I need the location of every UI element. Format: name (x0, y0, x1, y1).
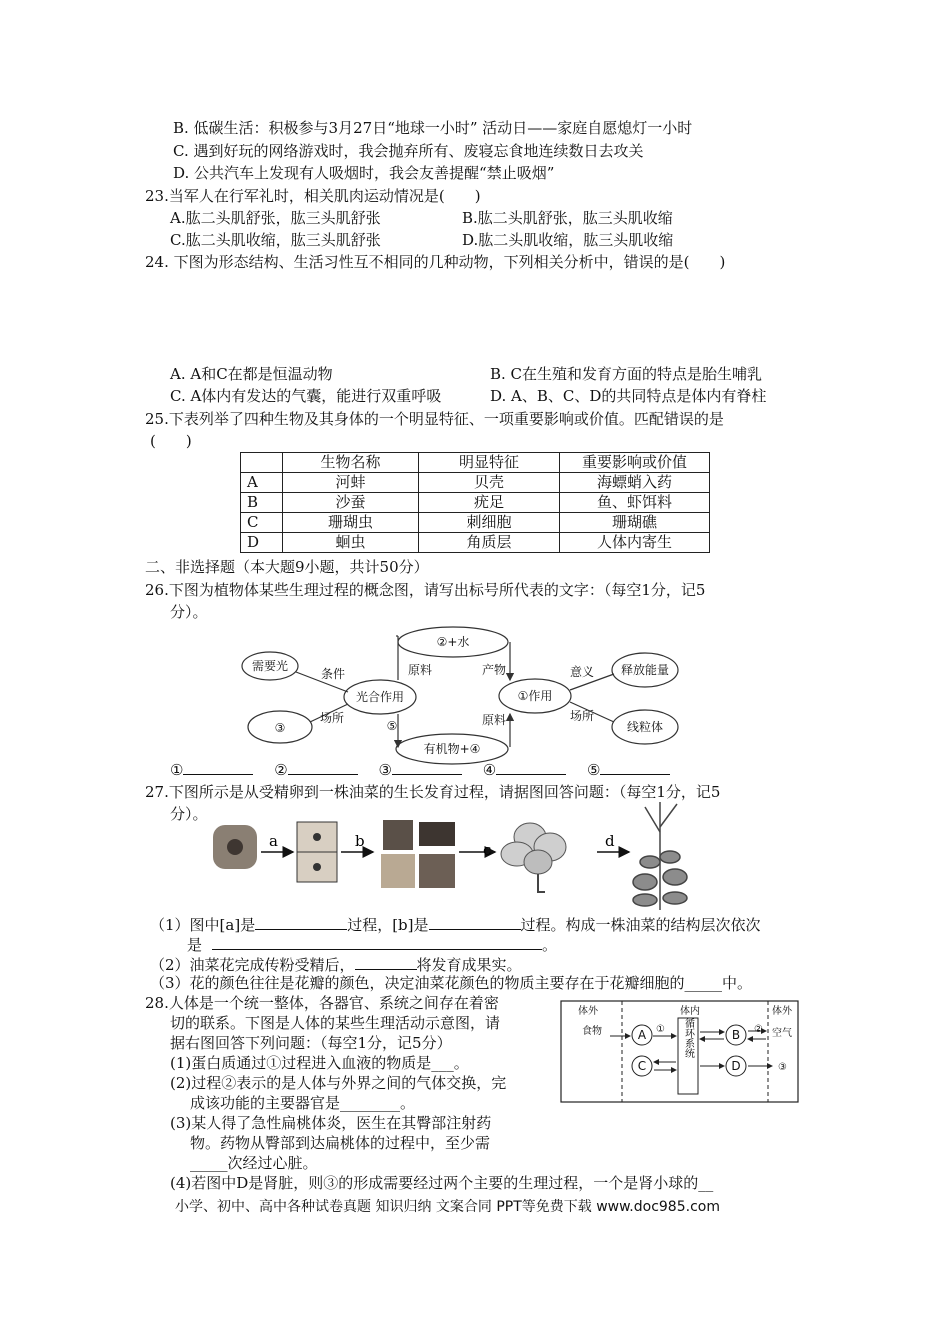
fertilized-egg-image (213, 825, 257, 869)
q22-option-d: D. 公共汽车上发现有人吸烟时，我会友善提醒“禁止吸烟” (173, 164, 555, 182)
raw-material-label-1: 原料 (407, 663, 433, 677)
q27-part1-text: 是 (187, 936, 203, 954)
q23-option-b: B.肱二头肌舒张，肱三头肌收缩 (462, 209, 673, 227)
section-2-heading: 二、非选择题（本大题9小题，共计50分） (145, 558, 429, 576)
q24-option-b: B. C在生殖和发育方面的特点是胎生哺乳 (490, 365, 763, 383)
q27-part2-text: 将发育成果实。 (416, 956, 522, 974)
q23-stem: 23.当军人在行军礼时，相关肌肉运动情况是( ) (145, 187, 481, 205)
q27-part1-text: 过程。构成一株油菜的结构层次依次 (520, 916, 761, 934)
blank-label: ④ (482, 761, 497, 779)
table-cell: 蛔虫 (283, 533, 419, 553)
q27-part3: （3）花的颜色往往是花瓣的颜色，决定油菜花颜色的物质主要存在于花瓣细胞的_____中。 (150, 974, 753, 992)
table-header-cell: 重要影响或价值 (560, 453, 710, 473)
q27-part2 (150, 953, 522, 975)
q27-stem: 27.下图所示是从受精卵到一株油菜的生长发育过程，请据图回答问题：（每空1分，记5 (145, 783, 721, 801)
q26-concept-diagram (230, 622, 730, 767)
page-footer: 小学、初中、高中各种试卷真题 知识归纳 文案合同 PPT等免费下载 www.doc985.com (175, 1199, 720, 1215)
table-cell: D (241, 533, 283, 553)
q27-part1-text: 过程，[b]是 (347, 916, 429, 934)
table-row (241, 473, 710, 493)
answer-blank[interactable] (183, 758, 253, 775)
q28-sub1: (1)蛋白质通过①过程进入血液的物质是___。 (170, 1054, 469, 1072)
answer-blank[interactable] (288, 758, 358, 775)
q28-stem-line3: 据右图回答下列问题：（每空1分，记5分） (170, 1034, 452, 1052)
q22-option-b: B. 低碳生活：积极参与3月27日“地球一小时” 活动日——家庭自愿熄灯一小时 (173, 119, 693, 137)
product-label: 产物 (481, 663, 507, 677)
blank-label: ⑤ (586, 761, 601, 779)
table-cell: 河蚌 (283, 473, 419, 493)
flower-image (501, 823, 566, 892)
answer-blank[interactable] (600, 758, 670, 775)
q27-part1-text: 。 (542, 936, 558, 954)
rape-plant-image (633, 802, 687, 910)
n5-label: ⑤ (386, 719, 398, 733)
q23-option-a: A.肱二头肌舒张，肱三头肌舒张 (170, 209, 381, 227)
table-cell: 刺细胞 (419, 513, 560, 533)
process-1-label: ① (656, 1024, 665, 1035)
q28-sub2: (2)过程②表示的是人体与外界之间的气体交换，完 (170, 1074, 507, 1092)
q26-blanks-row (170, 758, 670, 780)
table-cell: 疣足 (419, 493, 560, 513)
table-row (241, 513, 710, 533)
table-cell: 珊瑚虫 (283, 513, 419, 533)
answer-blank[interactable] (392, 758, 462, 775)
process-2-label: ② (754, 1024, 763, 1035)
outside-right-label: 体外 (772, 1006, 792, 1017)
q28-stem-line1: 28.人体是一个统一整体，各器官、系统之间存在着密 (145, 994, 499, 1012)
arrow-a-label: a (269, 832, 278, 850)
mitochondria-label: 线粒体 (626, 720, 664, 734)
q28-sub4: (4)若图中D是肾脏，则③的形成需要经过两个主要的生理过程，一个是肾小球的__ (170, 1174, 714, 1192)
place-label-1: 场所 (319, 711, 345, 725)
q25-stem: 25.下表列举了四种生物及其身体的一个明显特征、一项重要影响或价值。匹配错误的是 (145, 410, 724, 428)
table-header-row (241, 453, 710, 473)
table-cell: 鱼、虾饵料 (560, 493, 710, 513)
table-cell: 人体内寄生 (560, 533, 710, 553)
q24-option-c: C. A体内有发达的气囊，能进行双重呼吸 (170, 387, 442, 405)
q28-sub3-cont2: _____次经过心脏。 (190, 1154, 318, 1172)
respiration-label: ①作用 (517, 689, 553, 703)
q27-part1 (150, 913, 761, 935)
q27-part2-text: （2）油菜花完成传粉受精后， (150, 956, 355, 974)
q27-part1-text: （1）图中[a]是 (150, 916, 256, 934)
table-cell: 沙蚕 (283, 493, 419, 513)
q26-stem: 26.下图为植物体某些生理过程的概念图，请写出标号所代表的文字：（每空1分，记5 (145, 581, 706, 599)
q28-sub3-cont: 物。药物从臀部到达扁桃体的过程中，至少需 (190, 1134, 491, 1152)
q24-option-a: A. A和C在都是恒温动物 (170, 365, 333, 383)
inside-label: 体内 (680, 1006, 700, 1017)
q26-stem-cont: 分）。 (170, 603, 208, 621)
q23-option-c: C.肱二头肌收缩，肱三头肌舒张 (170, 231, 381, 249)
organic-label: 有机物+④ (423, 742, 481, 756)
table-row (241, 493, 710, 513)
q28-sub2-cont: 成该功能的主要器官是________。 (190, 1094, 416, 1112)
table-cell: 角质层 (419, 533, 560, 553)
q25-paren: ( ) (150, 432, 192, 450)
q24-option-d: D. A、B、C、D的共同特点是体内有脊柱 (490, 387, 767, 405)
q27-stem-cont: 分）。 (170, 805, 208, 823)
node-d-label: D (731, 1059, 741, 1073)
q28-stem-line2: 切的联系。下图是人体的某些生理活动示意图，请 (170, 1014, 501, 1032)
condition-label: 条件 (320, 667, 346, 681)
table-header-cell: 明显特征 (419, 453, 560, 473)
answer-blank[interactable] (255, 913, 347, 930)
q24-stem: 24. 下图为形态结构、生活习性互不相同的几种动物，下列相关分析中，错误的是( ) (145, 253, 726, 271)
photosynthesis-label: 光合作用 (355, 690, 405, 704)
table-header-cell (241, 453, 283, 473)
raw-material-label-2: 原料 (481, 713, 507, 727)
table-cell: A (241, 473, 283, 493)
tissues-image (381, 820, 455, 888)
q28-sub3: (3)某人得了急性扁桃体炎，医生在其臀部注射药 (170, 1114, 492, 1132)
answer-blank[interactable] (429, 913, 521, 930)
air-label: 空气 (772, 1028, 792, 1039)
table-cell: 珊瑚礁 (560, 513, 710, 533)
release-energy-label: 释放能量 (620, 663, 670, 677)
food-label: 食物 (582, 1026, 602, 1037)
node-c-label: C (637, 1059, 647, 1073)
place-label-2: 场所 (569, 709, 595, 723)
blank-label: ③ (378, 761, 392, 779)
table-row (241, 533, 710, 553)
meaning-label: 意义 (569, 665, 595, 679)
table-cell: 贝壳 (419, 473, 560, 493)
q22-option-c: C. 遇到好玩的网络游戏时，我会抛弃所有、废寝忘食地连续数日去攻关 (173, 142, 644, 160)
table-cell: C (241, 513, 283, 533)
node-b-label: B (731, 1028, 741, 1042)
table-cell: B (241, 493, 283, 513)
arrow-c-label: c (483, 841, 492, 859)
process-3-label: ③ (778, 1062, 787, 1073)
q27-development-figure (205, 792, 705, 912)
answer-blank[interactable] (212, 933, 542, 950)
node-a-label: A (637, 1028, 647, 1042)
blank-label: ② (274, 761, 288, 779)
q28-activity-diagram (560, 1000, 800, 1104)
answer-blank[interactable] (496, 758, 566, 775)
need-light-label: 需要光 (251, 659, 289, 673)
water-label: ②+水 (436, 635, 470, 649)
table-cell: 海螵蛸入药 (560, 473, 710, 493)
q23-option-d: D.肱二头肌收缩，肱三头肌收缩 (462, 231, 674, 249)
cell-division-image (297, 822, 337, 882)
answer-blank[interactable] (355, 953, 417, 970)
q27-part1-cont (187, 933, 557, 955)
n3-label: ③ (274, 721, 286, 735)
arrow-d-label: d (605, 832, 615, 850)
outside-left-label: 体外 (578, 1006, 598, 1017)
arrow-b-label: b (355, 832, 365, 850)
table-header-cell: 生物名称 (283, 453, 419, 473)
blank-label: ① (170, 761, 184, 779)
q25-table (240, 452, 710, 553)
circulatory-system-label: 循环系统 (682, 1018, 694, 1058)
